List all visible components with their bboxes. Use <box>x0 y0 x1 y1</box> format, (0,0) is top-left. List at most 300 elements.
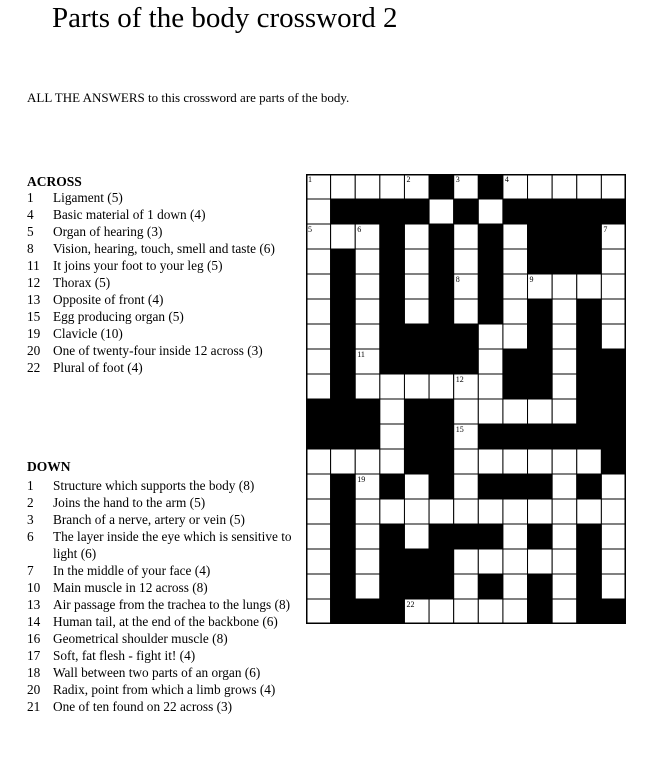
grid-cell[interactable] <box>454 399 479 424</box>
grid-cell[interactable] <box>429 599 454 624</box>
grid-block <box>528 199 553 224</box>
grid-cell[interactable] <box>601 174 626 199</box>
across-clue-22 <box>27 359 292 376</box>
grid-block <box>331 499 356 524</box>
across-clue-4 <box>27 206 292 223</box>
grid-cell[interactable] <box>552 374 577 399</box>
grid-block <box>454 524 479 549</box>
grid-cell[interactable] <box>478 449 503 474</box>
down-clue-2 <box>27 494 292 511</box>
grid-block <box>404 349 429 374</box>
clue-number: 13 <box>27 597 41 612</box>
grid-block <box>429 424 454 449</box>
grid-cell[interactable] <box>601 499 626 524</box>
cell-number: 10 <box>455 325 464 334</box>
clue-number: 13 <box>27 292 41 307</box>
grid-cell[interactable] <box>306 199 331 224</box>
down-clue-21 <box>27 698 292 715</box>
grid-cell[interactable] <box>601 249 626 274</box>
grid-cell[interactable] <box>503 574 528 599</box>
grid-block <box>380 274 405 299</box>
grid-cell[interactable] <box>577 174 602 199</box>
grid-cell[interactable] <box>429 499 454 524</box>
clue-number: 19 <box>27 326 41 341</box>
grid-cell[interactable] <box>478 399 503 424</box>
grid-cell[interactable] <box>552 499 577 524</box>
grid-block <box>528 324 553 349</box>
grid-cell[interactable] <box>503 399 528 424</box>
grid-block <box>331 324 356 349</box>
grid-cell[interactable] <box>454 474 479 499</box>
grid-block <box>404 324 429 349</box>
grid-block <box>503 424 528 449</box>
grid-block <box>380 549 405 574</box>
grid-cell[interactable] <box>528 549 553 574</box>
grid-block <box>331 574 356 599</box>
grid-block <box>331 299 356 324</box>
clue-text: Ligament (5) <box>53 190 123 205</box>
grid-cell[interactable] <box>429 374 454 399</box>
grid-block <box>380 349 405 374</box>
clue-text: Branch of a nerve, artery or vein (5) <box>53 512 245 527</box>
across-heading: ACROSS <box>27 174 82 189</box>
clue-number: 12 <box>27 275 41 290</box>
clue-text: Soft, fat flesh - fight it! (4) <box>53 648 196 663</box>
grid-block <box>478 274 503 299</box>
grid-block <box>577 324 602 349</box>
grid-cell[interactable] <box>503 524 528 549</box>
grid-block <box>478 174 503 199</box>
grid-block <box>429 274 454 299</box>
grid-block <box>404 399 429 424</box>
grid-block <box>577 474 602 499</box>
clue-number: 15 <box>27 309 41 324</box>
grid-block <box>355 599 380 624</box>
grid-block <box>552 199 577 224</box>
down-clue-14 <box>27 613 292 630</box>
clue-text: The layer inside the eye which is sensitive to light (6) <box>53 529 292 561</box>
grid-block <box>478 299 503 324</box>
grid-cell[interactable] <box>306 249 331 274</box>
grid-cell[interactable] <box>355 249 380 274</box>
grid-block <box>380 474 405 499</box>
grid-block <box>577 399 602 424</box>
cell-number: 22 <box>406 600 415 609</box>
grid-block <box>429 399 454 424</box>
grid-cell[interactable] <box>503 549 528 574</box>
grid-cell[interactable] <box>478 599 503 624</box>
grid-block <box>331 474 356 499</box>
grid-cell[interactable] <box>306 299 331 324</box>
grid-block <box>331 424 356 449</box>
cell-number: 19 <box>357 475 366 484</box>
grid-cell[interactable] <box>454 249 479 274</box>
grid-cell[interactable] <box>601 299 626 324</box>
grid-cell[interactable] <box>503 324 528 349</box>
grid-cell[interactable] <box>404 249 429 274</box>
grid-cell[interactable] <box>306 524 331 549</box>
grid-block <box>503 199 528 224</box>
clue-number: 11 <box>27 258 40 273</box>
grid-cell[interactable] <box>454 599 479 624</box>
grid-block <box>429 524 454 549</box>
grid-cell[interactable] <box>355 524 380 549</box>
grid-block <box>577 199 602 224</box>
grid-cell[interactable] <box>380 424 405 449</box>
grid-cell[interactable] <box>552 574 577 599</box>
grid-block <box>528 524 553 549</box>
clue-text: One of twenty-four inside 12 across (3) <box>53 343 263 358</box>
grid-block <box>429 324 454 349</box>
across-clue-11 <box>27 257 292 274</box>
grid-cell[interactable] <box>355 449 380 474</box>
grid-cell[interactable] <box>355 174 380 199</box>
grid-cell[interactable] <box>306 324 331 349</box>
grid-cell[interactable] <box>478 199 503 224</box>
grid-block <box>404 549 429 574</box>
cell-number: 18 <box>603 450 612 459</box>
grid-block <box>528 299 553 324</box>
grid-block <box>380 574 405 599</box>
grid-cell[interactable] <box>331 449 356 474</box>
grid-block <box>429 474 454 499</box>
grid-cell[interactable] <box>552 324 577 349</box>
clue-number: 2 <box>27 495 34 510</box>
grid-cell[interactable] <box>552 349 577 374</box>
grid-cell[interactable] <box>503 274 528 299</box>
grid-block <box>552 249 577 274</box>
clue-number: 10 <box>27 580 41 595</box>
grid-block <box>528 249 553 274</box>
grid-cell[interactable] <box>552 474 577 499</box>
across-clue-15 <box>27 308 292 325</box>
clue-text: Main muscle in 12 across (8) <box>53 580 208 595</box>
grid-block <box>404 199 429 224</box>
grid-block <box>331 399 356 424</box>
grid-block <box>528 224 553 249</box>
grid-block <box>528 374 553 399</box>
grid-cell[interactable] <box>355 324 380 349</box>
grid-block <box>577 249 602 274</box>
grid-block <box>601 424 626 449</box>
grid-block <box>454 349 479 374</box>
grid-block <box>577 224 602 249</box>
clue-number: 1 <box>27 478 34 493</box>
grid-cell[interactable] <box>454 299 479 324</box>
grid-cell[interactable] <box>380 374 405 399</box>
grid-block <box>306 399 331 424</box>
grid-cell[interactable] <box>478 349 503 374</box>
grid-block <box>528 599 553 624</box>
clue-number: 14 <box>27 614 41 629</box>
grid-cell[interactable] <box>601 274 626 299</box>
cell-number: 2 <box>406 175 411 184</box>
grid-cell[interactable] <box>380 174 405 199</box>
grid-block <box>380 299 405 324</box>
grid-block <box>552 224 577 249</box>
clue-text: Geometrical shoulder muscle (8) <box>53 631 228 646</box>
grid-cell[interactable] <box>478 499 503 524</box>
across-clue-1 <box>27 189 292 206</box>
grid-cell[interactable] <box>503 499 528 524</box>
clue-number: 7 <box>27 563 34 578</box>
grid-cell[interactable] <box>404 474 429 499</box>
clue-number: 3 <box>27 512 34 527</box>
grid-cell[interactable] <box>528 499 553 524</box>
grid-cell[interactable] <box>478 374 503 399</box>
grid-cell[interactable] <box>404 274 429 299</box>
clue-number: 1 <box>27 190 34 205</box>
grid-block <box>429 174 454 199</box>
grid-block <box>601 374 626 399</box>
cell-number: 15 <box>455 425 464 434</box>
grid-cell[interactable] <box>355 299 380 324</box>
grid-block <box>380 249 405 274</box>
grid-block <box>380 524 405 549</box>
grid-cell[interactable] <box>355 374 380 399</box>
across-clue-20 <box>27 342 292 359</box>
cell-number: 5 <box>308 225 312 234</box>
grid-cell[interactable] <box>552 449 577 474</box>
grid-cell[interactable] <box>380 499 405 524</box>
clue-text: Vision, hearing, touch, smell and taste (6) <box>53 241 275 256</box>
grid-cell[interactable] <box>503 299 528 324</box>
grid-cell[interactable] <box>355 499 380 524</box>
grid-block <box>331 524 356 549</box>
clue-number: 16 <box>27 631 41 646</box>
clue-number: 4 <box>27 207 34 222</box>
grid-block <box>552 424 577 449</box>
grid-cell[interactable] <box>355 574 380 599</box>
grid-block <box>528 349 553 374</box>
grid-cell[interactable] <box>355 549 380 574</box>
clue-text: Radix, point from which a limb grows (4) <box>53 682 276 697</box>
grid-block <box>331 374 356 399</box>
grid-cell[interactable] <box>503 599 528 624</box>
cell-number: 9 <box>529 275 534 284</box>
clue-number: 8 <box>27 241 34 256</box>
grid-cell[interactable] <box>454 449 479 474</box>
cell-number: 11 <box>357 350 365 359</box>
grid-block <box>478 574 503 599</box>
across-clue-12 <box>27 274 292 291</box>
grid-cell[interactable] <box>503 249 528 274</box>
grid-block <box>355 199 380 224</box>
grid-block <box>577 299 602 324</box>
grid-cell[interactable] <box>429 199 454 224</box>
grid-cell[interactable] <box>404 224 429 249</box>
grid-cell[interactable] <box>454 574 479 599</box>
grid-block <box>331 249 356 274</box>
grid-block <box>380 224 405 249</box>
grid-cell[interactable] <box>380 449 405 474</box>
grid-cell[interactable] <box>306 599 331 624</box>
grid-block <box>528 474 553 499</box>
cell-number: 7 <box>603 225 608 234</box>
grid-block <box>355 399 380 424</box>
grid-cell[interactable] <box>601 524 626 549</box>
grid-block <box>478 474 503 499</box>
grid-cell[interactable] <box>601 549 626 574</box>
grid-cell[interactable] <box>528 399 553 424</box>
grid-block <box>331 199 356 224</box>
grid-cell[interactable] <box>331 174 356 199</box>
clue-number: 5 <box>27 224 34 239</box>
grid-block <box>577 549 602 574</box>
grid-block <box>601 199 626 224</box>
down-clue-16 <box>27 630 292 647</box>
across-clue-13 <box>27 291 292 308</box>
grid-cell[interactable] <box>404 499 429 524</box>
grid-cell[interactable] <box>478 324 503 349</box>
grid-cell[interactable] <box>306 449 331 474</box>
clue-number: 20 <box>27 343 41 358</box>
clue-number: 21 <box>27 699 41 714</box>
grid-cell[interactable] <box>503 224 528 249</box>
grid-cell[interactable] <box>404 524 429 549</box>
grid-block <box>503 349 528 374</box>
grid-cell[interactable] <box>528 449 553 474</box>
clue-text: Wall between two parts of an organ (6) <box>53 665 261 680</box>
grid-cell[interactable] <box>306 374 331 399</box>
across-clue-19 <box>27 325 292 342</box>
grid-block <box>429 449 454 474</box>
grid-block <box>380 324 405 349</box>
crossword-grid[interactable] <box>306 174 626 624</box>
grid-cell[interactable] <box>552 399 577 424</box>
grid-block <box>429 224 454 249</box>
grid-cell[interactable] <box>454 499 479 524</box>
cell-number: 4 <box>504 175 509 184</box>
down-clue-10 <box>27 579 292 596</box>
grid-cell[interactable] <box>552 599 577 624</box>
grid-cell[interactable] <box>552 274 577 299</box>
clue-text: Thorax (5) <box>53 275 111 290</box>
grid-cell[interactable] <box>478 549 503 574</box>
cell-number: 16 <box>529 425 538 434</box>
clue-number: 18 <box>27 665 41 680</box>
grid-block <box>331 599 356 624</box>
grid-block <box>331 349 356 374</box>
across-clue-8 <box>27 240 292 257</box>
grid-cell[interactable] <box>552 174 577 199</box>
grid-block <box>331 549 356 574</box>
grid-block <box>331 274 356 299</box>
grid-cell[interactable] <box>355 274 380 299</box>
clue-text: One of ten found on 22 across (3) <box>53 699 233 714</box>
grid-block <box>380 599 405 624</box>
grid-block <box>577 424 602 449</box>
grid-cell[interactable] <box>454 549 479 574</box>
grid-cell[interactable] <box>331 224 356 249</box>
grid-block <box>404 574 429 599</box>
grid-block <box>577 349 602 374</box>
clue-text: Opposite of front (4) <box>53 292 164 307</box>
cell-number: 21 <box>431 550 440 559</box>
across-clue-5 <box>27 223 292 240</box>
clue-text: Egg producing organ (5) <box>53 309 184 324</box>
down-clue-7 <box>27 562 292 579</box>
clue-text: Organ of hearing (3) <box>53 224 163 239</box>
grid-block <box>577 374 602 399</box>
grid-cell[interactable] <box>601 474 626 499</box>
clue-text: Human tail, at the end of the backbone (6) <box>53 614 278 629</box>
clue-text: In the middle of your face (4) <box>53 563 211 578</box>
clue-number: 17 <box>27 648 41 663</box>
down-clue-1 <box>27 477 292 494</box>
down-clue-17 <box>27 647 292 664</box>
clue-text: It joins your foot to your leg (5) <box>53 258 223 273</box>
cell-number: 1 <box>308 175 312 184</box>
grid-block <box>601 599 626 624</box>
grid-cell[interactable] <box>306 274 331 299</box>
cell-number: 12 <box>455 375 464 384</box>
clue-number: 6 <box>27 529 34 544</box>
grid-cell[interactable] <box>306 549 331 574</box>
grid-cell[interactable] <box>404 374 429 399</box>
grid-cell[interactable] <box>577 499 602 524</box>
grid-cell[interactable] <box>552 299 577 324</box>
down-clue-list <box>27 477 292 715</box>
instructions: ALL THE ANSWERS to this crossword are parts of the body. <box>27 90 350 105</box>
grid-block <box>429 249 454 274</box>
grid-block <box>429 574 454 599</box>
page-title: Parts of the body crossword 2 <box>52 2 398 34</box>
grid-block <box>528 574 553 599</box>
down-clue-18 <box>27 664 292 681</box>
clue-text: Air passage from the trachea to the lungs (8) <box>53 597 291 612</box>
grid-block <box>478 424 503 449</box>
grid-cell[interactable] <box>404 299 429 324</box>
grid-cell[interactable] <box>380 399 405 424</box>
grid-block <box>429 299 454 324</box>
grid-cell[interactable] <box>577 274 602 299</box>
grid-block <box>429 349 454 374</box>
cell-number: 13 <box>308 425 316 434</box>
grid-block <box>577 574 602 599</box>
grid-cell[interactable] <box>306 499 331 524</box>
down-clue-6 <box>27 528 292 562</box>
grid-cell[interactable] <box>454 224 479 249</box>
grid-block <box>577 524 602 549</box>
clue-text: Structure which supports the body (8) <box>53 478 255 493</box>
grid-cell[interactable] <box>528 174 553 199</box>
down-clue-3 <box>27 511 292 528</box>
clue-text: Joins the hand to the arm (5) <box>53 495 206 510</box>
grid-cell[interactable] <box>306 474 331 499</box>
grid-cell[interactable] <box>552 524 577 549</box>
grid-cell[interactable] <box>552 549 577 574</box>
grid-block <box>404 424 429 449</box>
grid-cell[interactable] <box>306 574 331 599</box>
grid-cell[interactable] <box>503 449 528 474</box>
grid-cell[interactable] <box>601 324 626 349</box>
down-clue-13 <box>27 596 292 613</box>
grid-block <box>601 349 626 374</box>
cell-number: 14 <box>357 425 366 434</box>
clue-number: 20 <box>27 682 41 697</box>
clue-text: Plural of foot (4) <box>53 360 143 375</box>
cell-number: 3 <box>455 175 460 184</box>
cell-number: 20 <box>480 525 489 534</box>
grid-cell[interactable] <box>601 574 626 599</box>
across-clue-list <box>27 189 292 376</box>
grid-cell[interactable] <box>306 349 331 374</box>
grid-cell[interactable] <box>577 449 602 474</box>
cell-number: 17 <box>406 450 415 459</box>
grid-block <box>601 399 626 424</box>
clue-text: Clavicle (10) <box>53 326 123 341</box>
